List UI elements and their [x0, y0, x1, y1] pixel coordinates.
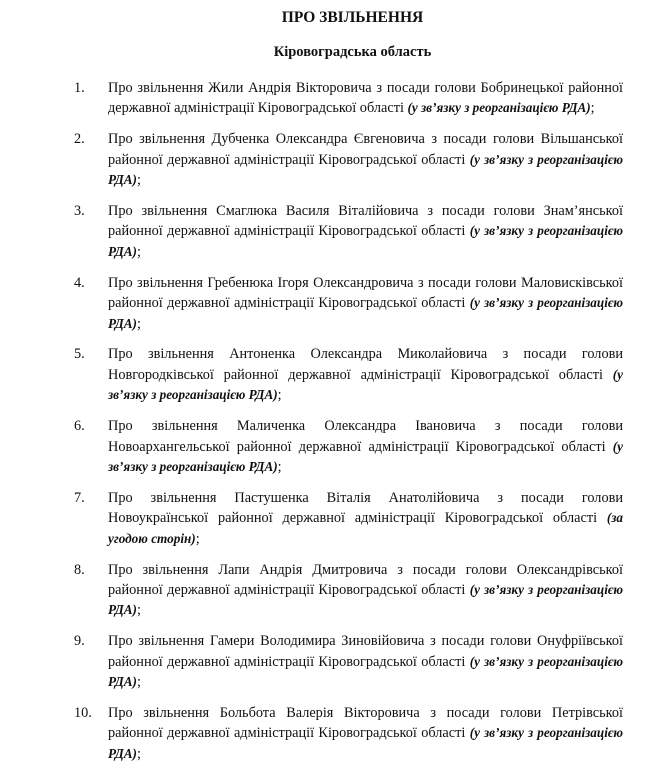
list-item	[74, 631, 623, 692]
item-reason: (у зв’язку з реорганізацією РДА)	[108, 653, 623, 690]
item-text: Про звільнення Антоненка Олександра Миколайовича з посади голови Новгородківської районної державної адміністрації Кіровоградської області	[108, 346, 623, 383]
item-number: 8.	[74, 561, 85, 578]
item-text: Про звільнення Жили Андрія Вікторовича з посади голови Бобринецької районної державної адміністрації Кіровоградської області	[108, 80, 623, 117]
region-heading: Кіровоградська область	[273, 44, 432, 60]
item-end: ;	[136, 315, 141, 332]
item-number: 4.	[74, 274, 85, 291]
item-reason: (у зв’язку з реорганізацією РДА)	[108, 223, 623, 259]
item-reason: (у зв’язку з реорганізацією РДА)	[108, 438, 624, 474]
item-reason: (у зв’язку з реорганізацією РДА)	[108, 725, 623, 761]
item-text: Про звільнення Смаглюка Василя Віталійовича з посади голови Знам’янської районної державної адміністрації Кіровоградської області	[108, 203, 623, 240]
item-end: ;	[136, 172, 141, 189]
item-text: Про звільнення Гребенюка Ігоря Олександровича з посади голови Маловисківської районної державної адміністрації Кіровоградської області	[108, 274, 623, 312]
list-item	[74, 129, 623, 190]
list-item	[74, 78, 623, 119]
item-number: 9.	[74, 633, 85, 650]
item-text: Про звільнення Пастушенка Віталія Анатолійовича з посади голови Новоукраїнської районної державної адміністрації Кіровоградської області	[108, 489, 623, 527]
item-number: 5.	[74, 346, 85, 363]
list-item	[74, 488, 623, 549]
item-end: ;	[590, 100, 595, 117]
item-number: 2.	[74, 131, 85, 148]
item-number: 10.	[74, 705, 92, 722]
list-item	[74, 201, 623, 262]
item-end: ;	[195, 530, 200, 547]
item-reason: (у зв’язку з реорганізацією РДА)	[108, 366, 624, 403]
item-number: 1.	[74, 80, 85, 96]
document-title: ПРО ЗВІЛЬНЕННЯ	[281, 9, 424, 26]
item-reason: (у зв’язку з реорганізацією РДА)	[108, 295, 623, 331]
item-text: Про звільнення Маличенка Олександра Івановича з посади голови Новоархангельської районної державної адміністрації Кіровоградської області	[108, 418, 623, 455]
list-item	[74, 344, 623, 405]
item-end: ;	[277, 459, 282, 475]
list-item	[74, 560, 623, 621]
list-item	[74, 416, 623, 477]
list-item	[74, 273, 623, 334]
item-end: ;	[136, 602, 141, 619]
item-number: 7.	[74, 489, 85, 506]
item-text: Про звільнення Гамери Володимира Зиновійовича з посади голови Онуфріївської районної державної адміністрації Кіровоградської області	[108, 633, 623, 670]
item-text: Про звільнення Больбота Валерія Вікторовича з посади голови Петрівської районної державної адміністрації Кіровоградської області	[108, 705, 623, 742]
item-number: 3.	[74, 203, 85, 220]
item-reason: (за угодою сторін)	[108, 510, 623, 546]
item-reason: (у зв’язку з реорганізацією РДА)	[108, 582, 623, 618]
item-end: ;	[136, 745, 141, 762]
item-end: ;	[136, 243, 141, 260]
item-end: ;	[277, 387, 282, 404]
item-number: 6.	[74, 418, 85, 435]
item-reason: (у зв’язку з реорганізацією РДА)	[407, 100, 591, 116]
item-end: ;	[136, 674, 141, 691]
item-text: Про звільнення Лапи Андрія Дмитровича з посади голови Олександрівської районної державної адміністрації Кіровоградської області	[108, 561, 623, 599]
dismissal-list	[74, 78, 623, 764]
item-reason: (у зв’язку з реорганізацією РДА)	[108, 151, 623, 188]
list-item	[74, 703, 623, 764]
item-text: Про звільнення Дубченка Олександра Євгеновича з посади голови Вільшанської районної державної адміністрації Кіровоградської області	[108, 131, 623, 168]
